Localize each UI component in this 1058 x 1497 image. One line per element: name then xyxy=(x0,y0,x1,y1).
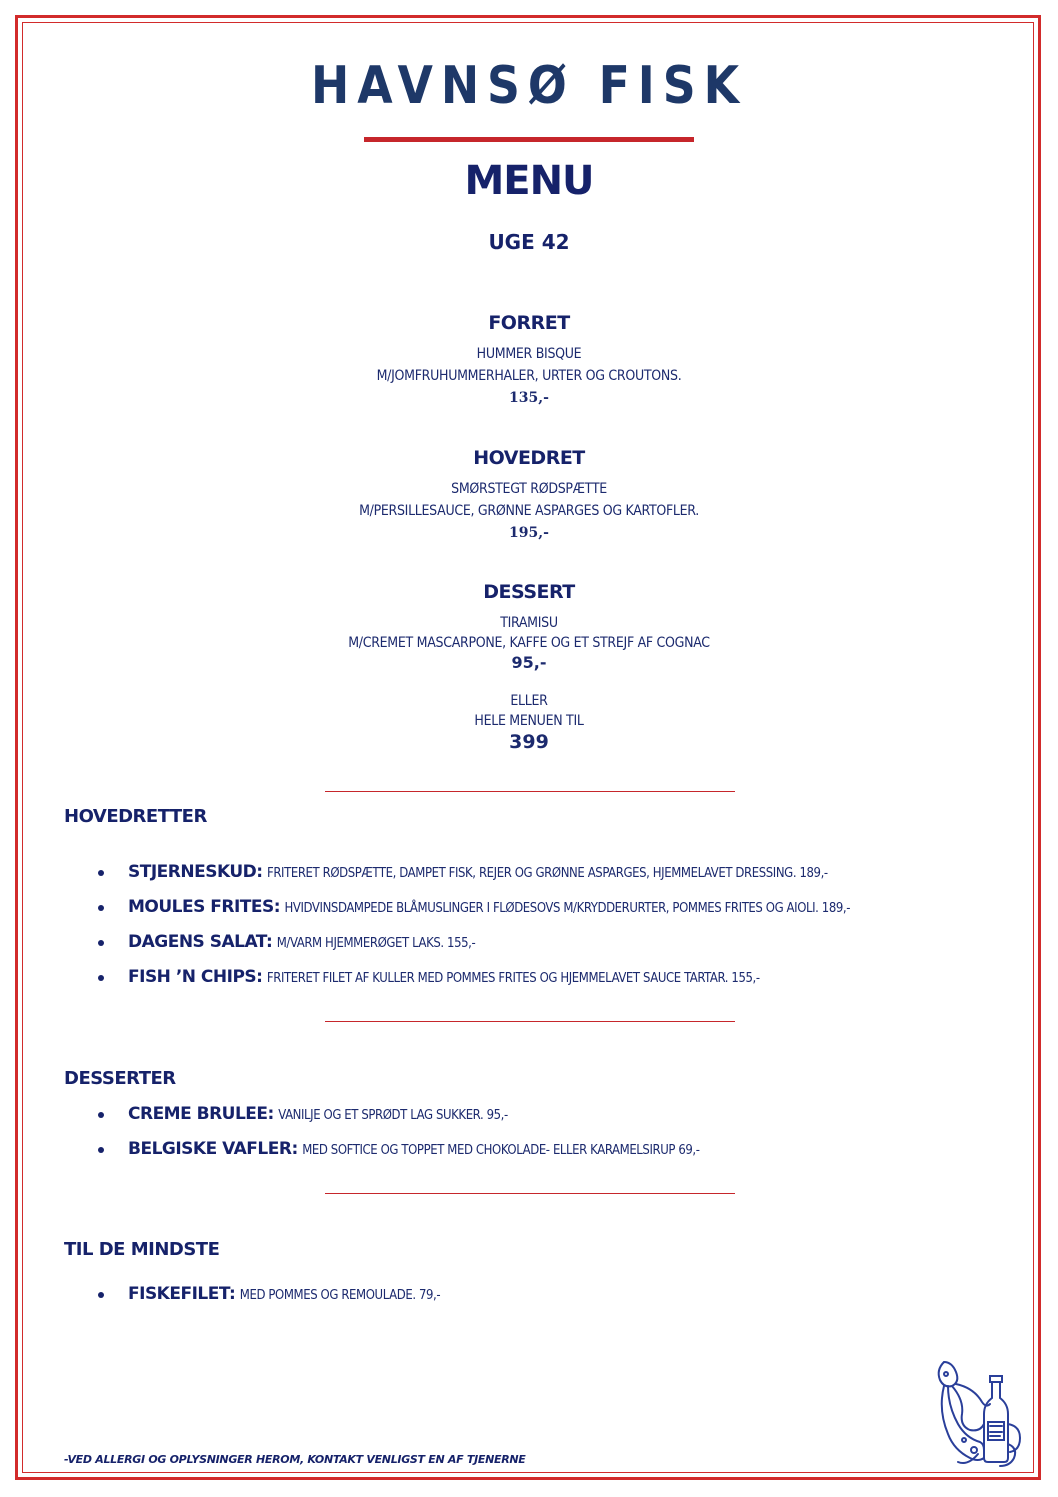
course-starter xyxy=(0,312,1058,409)
kids-list xyxy=(96,1277,1016,1312)
item-description: FRITERET RØDSPÆTTE, DAMPET FISK, REJER OG GRØNNE ASPARGES, HJEMMELAVET DRESSING. 189,- xyxy=(267,866,828,881)
course-dish: SMØRSTEGT RØDSPÆTTE xyxy=(451,481,607,497)
list-item xyxy=(96,1277,1016,1312)
course-details: M/CREMET MASCARPONE, KAFFE OG ET STREJF AF COGNAC xyxy=(348,635,710,651)
section-heading-kids: TIL DE MINDSTE xyxy=(64,1239,220,1260)
bullet-icon xyxy=(98,940,104,946)
item-description: MED SOFTICE OG TOPPET MED CHOKOLADE- ELLER KARAMELSIRUP 69,- xyxy=(302,1143,700,1158)
list-item xyxy=(96,890,1016,925)
bullet-icon xyxy=(98,975,104,981)
item-name: FISKEFILET: xyxy=(128,1284,236,1304)
course-dessert xyxy=(0,581,1058,753)
list-item xyxy=(96,1132,1016,1167)
restaurant-logo-wordmark: HAVNSØ FISK xyxy=(311,56,747,116)
course-heading: HOVEDRET xyxy=(473,447,585,469)
course-dish: HUMMER BISQUE xyxy=(476,346,582,362)
full-menu-label: HELE MENUEN TIL xyxy=(474,713,584,729)
course-heading: DESSERT xyxy=(483,581,575,603)
menu-title: MENU xyxy=(464,158,594,204)
desserts-list xyxy=(96,1097,1016,1167)
course-price: 95,- xyxy=(511,653,547,672)
course-details: M/PERSILLESAUCE, GRØNNE ASPARGES OG KARTOFLER. xyxy=(359,503,699,519)
item-name: STJERNESKUD: xyxy=(128,862,263,882)
course-main xyxy=(0,447,1058,544)
item-name: MOULES FRITES: xyxy=(128,897,281,917)
bullet-icon xyxy=(98,1112,104,1118)
list-item xyxy=(96,855,1016,890)
mains-list xyxy=(96,855,1016,995)
menu-week: UGE 42 xyxy=(488,230,570,254)
item-description: HVIDVINSDAMPEDE BLÅMUSLINGER I FLØDESOVS M/KRYDDERURTER, POMMES FRITES OG AIOLI. 189,- xyxy=(284,901,851,916)
bullet-icon xyxy=(98,1147,104,1153)
course-details: M/JOMFRUHUMMERHALER, URTER OG CROUTONS. xyxy=(376,368,682,384)
section-heading-desserts: DESSERTER xyxy=(64,1068,176,1089)
full-menu-price: 399 xyxy=(509,731,549,753)
bullet-icon xyxy=(98,1292,104,1298)
bullet-icon xyxy=(98,905,104,911)
allergy-footnote: -VED ALLERGI OG OPLYSNINGER HEROM, KONTAKT VENLIGST EN AF TJENERNE xyxy=(64,1453,526,1466)
item-description: M/VARM HJEMMERØGET LAKS. 155,- xyxy=(276,936,476,951)
item-description: MED POMMES OG REMOULADE. 79,- xyxy=(239,1288,441,1303)
course-dish: TIRAMISU xyxy=(500,615,558,631)
course-price: 195,- xyxy=(509,525,549,541)
item-name: CREME BRULEE: xyxy=(128,1104,274,1124)
logo-underline xyxy=(364,137,694,142)
course-heading: FORRET xyxy=(488,312,570,334)
section-heading-mains: HOVEDRETTER xyxy=(64,806,207,827)
list-item xyxy=(96,1097,1016,1132)
section-divider xyxy=(325,1021,735,1022)
item-description: FRITERET FILET AF KULLER MED POMMES FRITES OG HJEMMELAVET SAUCE TARTAR. 155,- xyxy=(266,971,760,986)
item-name: BELGISKE VAFLER: xyxy=(128,1139,298,1159)
octopus-bottle-emblem-icon xyxy=(934,1354,1024,1470)
bullet-icon xyxy=(98,870,104,876)
item-name: DAGENS SALAT: xyxy=(128,932,273,952)
section-divider xyxy=(325,1193,735,1194)
list-item xyxy=(96,960,1016,995)
section-divider xyxy=(325,791,735,792)
item-name: FISH ’N CHIPS: xyxy=(128,967,263,987)
menu-or-text: ELLER xyxy=(510,693,548,709)
course-price: 135,- xyxy=(509,390,549,406)
item-description: VANILJE OG ET SPRØDT LAG SUKKER. 95,- xyxy=(278,1108,508,1123)
list-item xyxy=(96,925,1016,960)
